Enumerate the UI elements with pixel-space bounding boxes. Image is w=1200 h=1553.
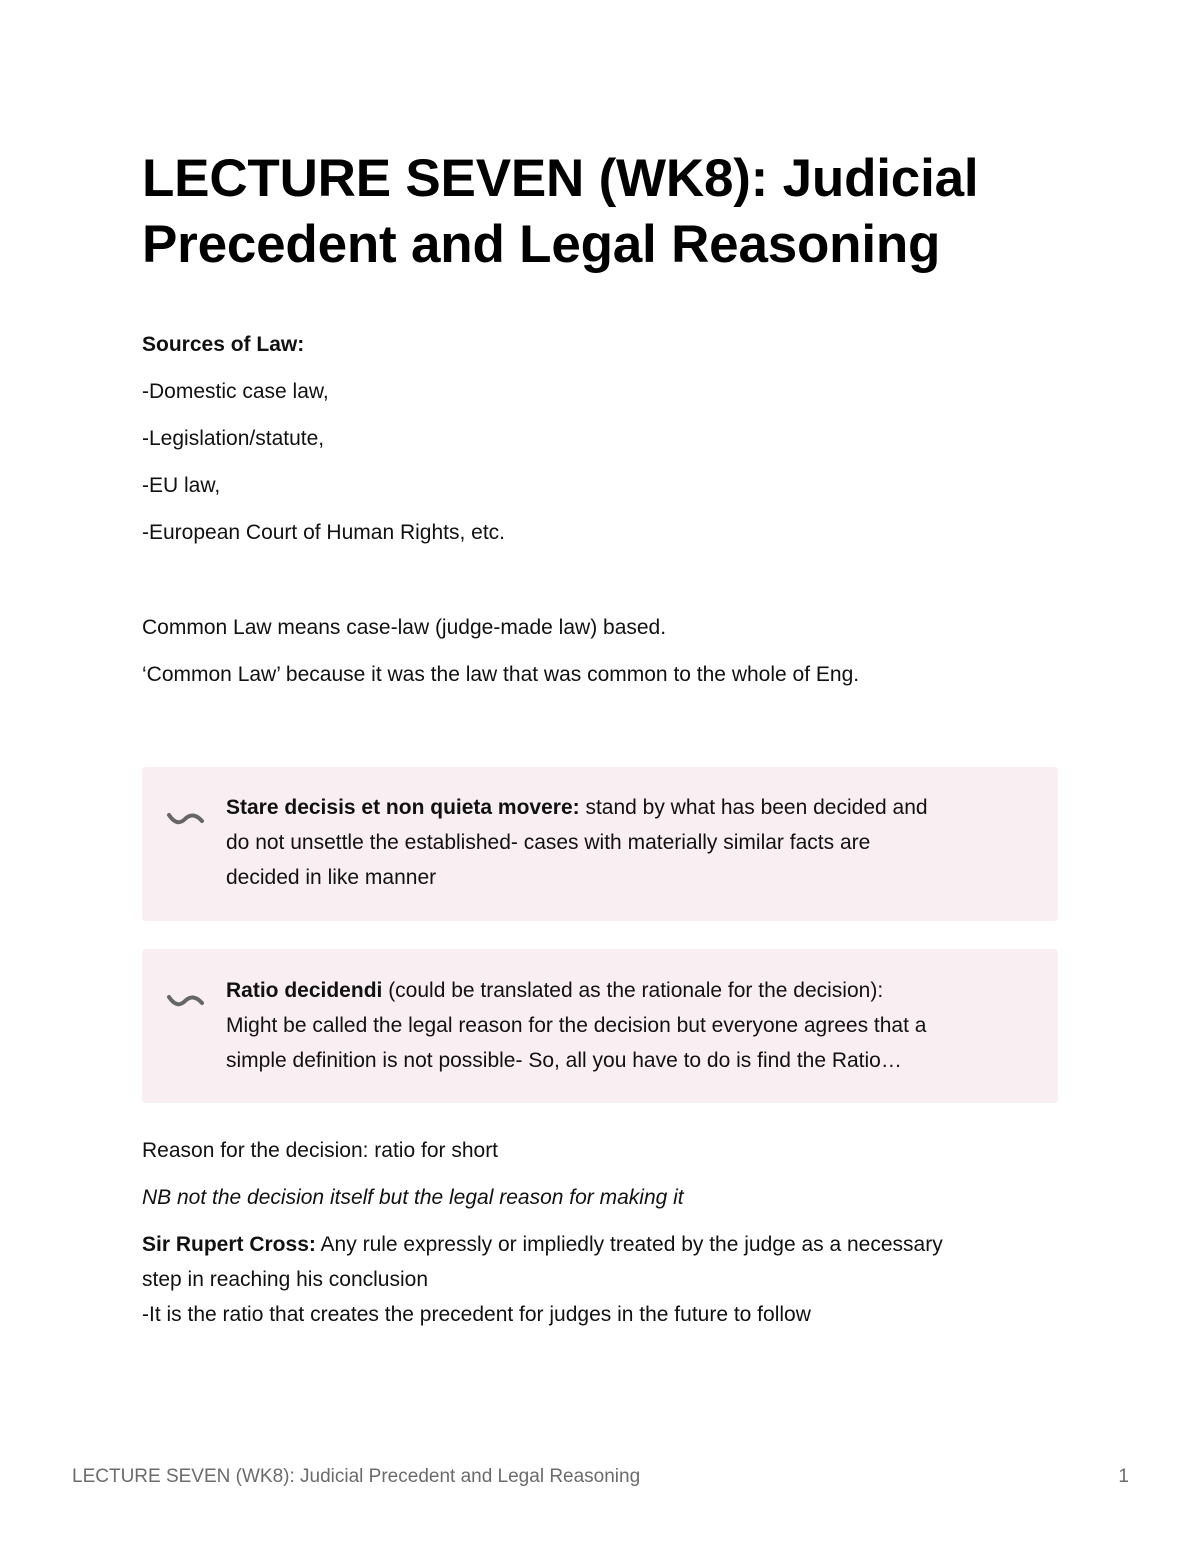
sources-item-echr: -European Court of Human Rights, etc. [142, 521, 506, 544]
sources-item-eu: -EU law, [142, 474, 221, 497]
callout-stare-decisis-term: Stare decisis et non quieta movere: [226, 796, 580, 819]
page-title [142, 146, 1102, 278]
cross-quote-line-1 [142, 1227, 943, 1262]
sources-item-domestic: -Domestic case law, [142, 380, 329, 403]
callout-ratio-decidendi-line-1 [226, 973, 1026, 1008]
sources-item-legislation: -Legislation/statute, [142, 427, 325, 450]
page-title-line-1: LECTURE SEVEN (WK8): Judicial [142, 149, 979, 208]
wave-icon [166, 989, 206, 1013]
callout-stare-decisis-line-2: do not unsettle the established- cases with materially similar facts are [226, 831, 871, 854]
callout-ratio-decidendi-line-3: simple definition is not possible- So, all you have to do is find the Ratio… [226, 1049, 902, 1072]
callout-ratio-decidendi-term: Ratio decidendi [226, 979, 383, 1002]
callout-ratio-decidendi-text [226, 973, 1026, 1078]
ratio-nb-note: NB not the decision itself but the legal reason for making it [142, 1186, 684, 1209]
callout-stare-decisis-line-1 [226, 790, 1026, 825]
cross-quote-text: Any rule expressly or impliedly treated by the judge as a necessary [315, 1233, 943, 1256]
cross-quote-author: Sir Rupert Cross: [142, 1233, 316, 1256]
callout-stare-decisis [142, 767, 1058, 921]
common-law-definition: Common Law means case-law (judge-made law) based. [142, 616, 667, 639]
common-law-origin: ‘Common Law’ because it was the law that was common to the whole of Eng. [142, 663, 860, 686]
callout-stare-decisis-definition: stand by what has been decided and [579, 796, 928, 819]
page-number: 1 [1118, 1466, 1129, 1487]
page-title-line-2: Precedent and Legal Reasoning [142, 215, 941, 274]
cross-quote-line-2: step in reaching his conclusion [142, 1268, 429, 1291]
callout-ratio-decidendi-line-2: Might be called the legal reason for the decision but everyone agrees that a [226, 1014, 927, 1037]
callout-stare-decisis-text [226, 790, 1026, 895]
ratio-precedent-line: -It is the ratio that creates the precedent for judges in the future to follow [142, 1303, 811, 1326]
callout-ratio-decidendi-definition: (could be translated as the rationale for the decision): [382, 979, 884, 1002]
callout-ratio-decidendi [142, 949, 1058, 1103]
ratio-reason-line: Reason for the decision: ratio for short [142, 1139, 499, 1162]
wave-icon [166, 807, 206, 831]
footer-title: LECTURE SEVEN (WK8): Judicial Precedent and Legal Reasoning [72, 1466, 641, 1487]
sources-heading: Sources of Law: [142, 333, 305, 356]
callout-stare-decisis-line-3: decided in like manner [226, 866, 437, 889]
